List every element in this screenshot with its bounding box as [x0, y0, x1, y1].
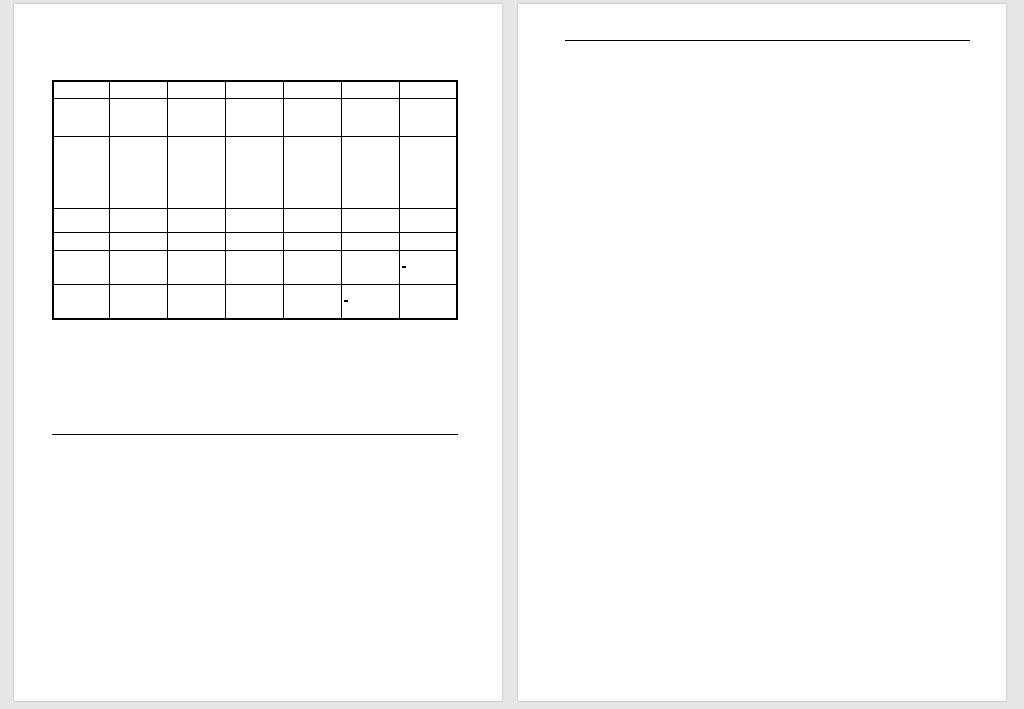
- grid-col-header: [399, 81, 457, 99]
- grid-cell: [283, 251, 341, 285]
- grid-cell: [225, 251, 283, 285]
- external-collab-table-right: [565, 40, 970, 41]
- grid-cell: [341, 99, 399, 137]
- grid-cell: [399, 99, 457, 137]
- grid-cell: [109, 137, 167, 209]
- grid-cell: [341, 251, 399, 285]
- grid-cell: [399, 137, 457, 209]
- grid-row-name: [53, 251, 109, 285]
- grid-cell: [167, 285, 225, 319]
- grid-cell: [225, 233, 283, 251]
- grid-cell: [109, 209, 167, 233]
- grid-col-header: [283, 81, 341, 99]
- internal-collab-grid: [52, 80, 458, 320]
- grid-corner: [53, 81, 109, 99]
- grid-row-name: [53, 285, 109, 319]
- grid-cell: [341, 209, 399, 233]
- grid-row: [53, 285, 457, 319]
- grid-cell: [283, 233, 341, 251]
- grid-col-header: [109, 81, 167, 99]
- grid-cell: [399, 233, 457, 251]
- grid-cell: [399, 209, 457, 233]
- external-collab-table-left: [52, 434, 458, 435]
- grid-cell: [341, 233, 399, 251]
- grid-header-row: [53, 81, 457, 99]
- right-page: [518, 4, 1006, 701]
- grid-row: [53, 99, 457, 137]
- grid-cell: [109, 233, 167, 251]
- grid-row-name: [53, 233, 109, 251]
- grid-cell: [225, 285, 283, 319]
- grid-cell: [167, 137, 225, 209]
- grid-row: [53, 137, 457, 209]
- grid-cell: [167, 99, 225, 137]
- legend: [52, 420, 55, 428]
- grid-cell: [167, 209, 225, 233]
- first-collab-box: [344, 300, 348, 302]
- grid-cell: [283, 99, 341, 137]
- grid-col-header: [167, 81, 225, 99]
- page-title: [52, 38, 56, 53]
- grid-row-name: [53, 99, 109, 137]
- grid-cell: [109, 99, 167, 137]
- first-collab-box: [402, 266, 406, 268]
- grid-cell: [283, 209, 341, 233]
- grid-cell: [341, 137, 399, 209]
- grid-col-header: [225, 81, 283, 99]
- grid-row: [53, 251, 457, 285]
- grid-col-header: [341, 81, 399, 99]
- grid-cell: [109, 251, 167, 285]
- grid-cell: [225, 209, 283, 233]
- grid-row-name: [53, 209, 109, 233]
- grid-cell: [225, 137, 283, 209]
- grid-cell: [399, 251, 457, 285]
- grid-row: [53, 233, 457, 251]
- grid-cell: [109, 285, 167, 319]
- grid-row: [53, 209, 457, 233]
- grid-cell: [167, 251, 225, 285]
- left-page: [14, 4, 502, 701]
- grid-cell: [225, 99, 283, 137]
- grid-cell: [341, 285, 399, 319]
- grid-cell: [283, 137, 341, 209]
- grid-cell: [399, 285, 457, 319]
- grid-cell: [167, 233, 225, 251]
- grid-cell: [283, 285, 341, 319]
- grid-row-name: [53, 137, 109, 209]
